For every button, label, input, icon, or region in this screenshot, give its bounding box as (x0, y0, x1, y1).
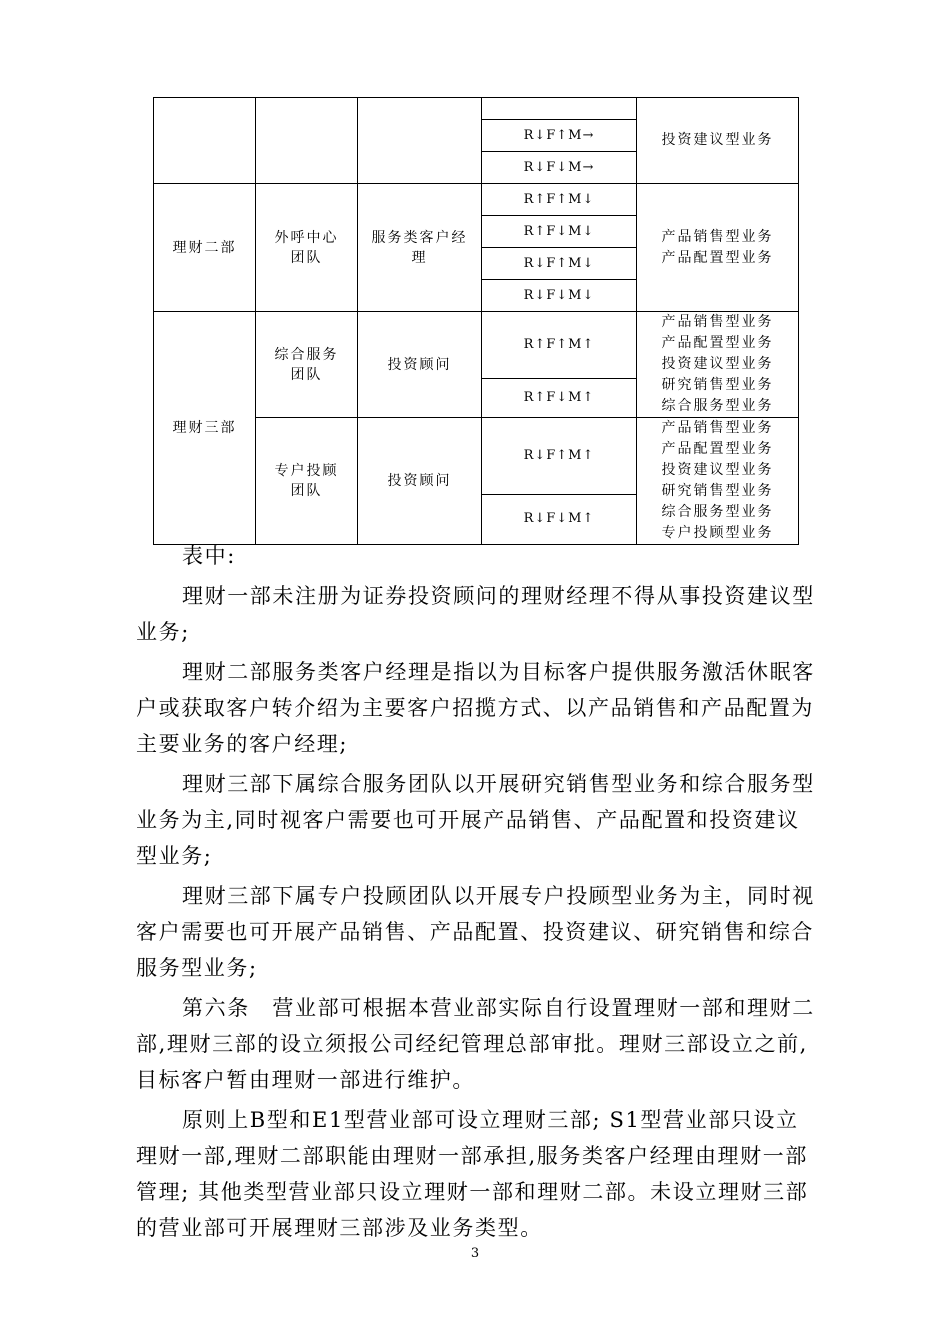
business-line: 投资建议型业务 (661, 356, 774, 372)
table-cell (358, 98, 482, 184)
rfm-cell: R↓F↓M↓ (482, 280, 637, 312)
business-line: 产品销售型业务 (661, 314, 774, 330)
team-label: 综合服务团队 (274, 346, 339, 383)
business-line: 产品配置型业务 (661, 441, 774, 457)
department-cell: 理财二部 (154, 184, 256, 312)
rfm-cell: R↓F↑M↓ (482, 248, 637, 280)
role-cell (358, 184, 482, 312)
business-line: 投资建议型业务 (661, 132, 774, 148)
business-line: 研究销售型业务 (661, 483, 774, 499)
body-text (136, 538, 816, 1246)
rfm-cell: R↑F↓M↓ (482, 216, 637, 248)
table-cell (154, 98, 256, 184)
business-cell (637, 418, 799, 545)
paragraph: 理财二部服务类客户经理是指以为目标客户提供服务激活休眠客户或获取客户转介绍为主要客户招揽方式、以产品销售和产品配置为主要业务的客户经理; (136, 660, 815, 756)
rfm-cell: R↑F↑M↓ (482, 184, 637, 216)
rfm-cell: R↓F↑M→ (482, 120, 637, 152)
paragraph: 原则上B型和E1型营业部可设立理财三部; S1型营业部只设立理财一部,理财二部职能由理财一部承担,服务类客户经理由理财一部管理; 其他类型营业部只设立理财一部和理财二部。未设立理财三部的营业部可开展理财三部涉及业务类型。 (136, 1108, 809, 1240)
paragraph: 理财一部未注册为证券投资顾问的理财经理不得从事投资建议型业务; (136, 584, 815, 644)
page-number: 3 (470, 1246, 480, 1261)
role-label: 服务类客户经理 (371, 229, 468, 266)
rfm-cell: R↓F↑M↑ (482, 418, 637, 495)
paragraph: 理财三部下属综合服务团队以开展研究销售型业务和综合服务型业务为主,同时视客户需要也可开展产品销售、产品配置和投资建议型业务; (136, 772, 815, 868)
team-label: 外呼中心团队 (274, 229, 339, 266)
rfm-cell: R↑F↓M↑ (482, 379, 637, 418)
business-line: 产品销售型业务 (661, 420, 774, 436)
business-line: 专户投顾型业务 (661, 525, 774, 541)
business-cell (637, 312, 799, 418)
table-cell (256, 98, 358, 184)
rfm-cell: R↓F↓M→ (482, 152, 637, 184)
role-cell: 投资顾问 (358, 418, 482, 545)
role-cell: 投资顾问 (358, 312, 482, 418)
paragraph-intro: 表中: (182, 544, 236, 568)
team-cell (256, 184, 358, 312)
business-line: 投资建议型业务 (661, 462, 774, 478)
business-line: 产品配置型业务 (661, 249, 774, 266)
rfm-cell: R↓F↓M↑ (482, 494, 637, 544)
business-cell (637, 98, 799, 184)
paragraph: 理财三部下属专户投顾团队以开展专户投顾型业务为主，同时视客户需要也可开展产品销售、产品配置、投资建议、研究销售和综合服务型业务; (136, 884, 815, 980)
business-cell (637, 184, 799, 312)
rfm-cell (482, 98, 637, 120)
rfm-table (153, 97, 799, 545)
business-line: 产品配置型业务 (661, 335, 774, 351)
team-label: 专户投顾团队 (274, 463, 339, 499)
team-cell (256, 312, 358, 418)
paragraph-article-6: 第六条 营业部可根据本营业部实际自行设置理财一部和理财二部,理财三部的设立须报公司经纪管理总部审批。理财三部设立之前,目标客户暂由理财一部进行维护。 (136, 996, 815, 1092)
team-cell (256, 418, 358, 545)
business-line: 综合服务型业务 (661, 398, 774, 414)
department-cell: 理财三部 (154, 312, 256, 545)
business-line: 研究销售型业务 (661, 377, 774, 393)
rfm-cell: R↑F↑M↑ (482, 312, 637, 379)
business-line: 产品销售型业务 (661, 228, 774, 245)
business-line: 综合服务型业务 (661, 504, 774, 520)
